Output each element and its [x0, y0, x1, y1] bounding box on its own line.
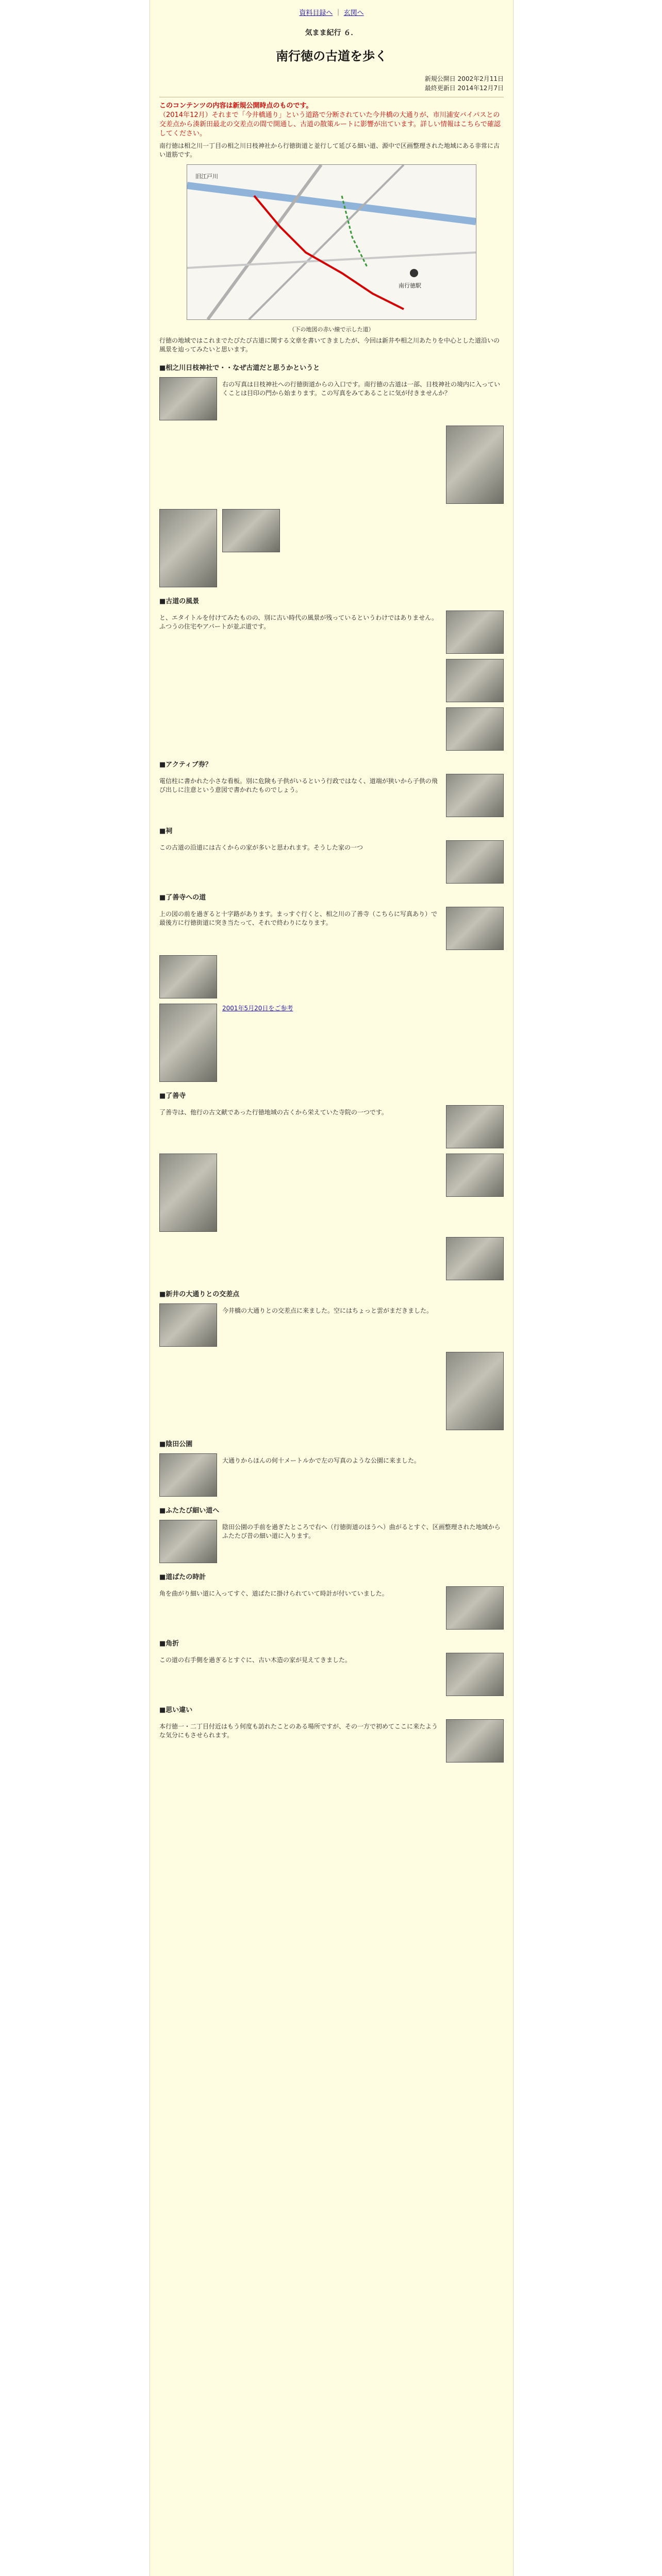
section-heading: ■祠: [159, 827, 173, 835]
section-text: 電信柱に書かれた小さな看板。別に危険も子供がいるという行政ではなく、道端が狭いから子供の飛び出しに注意という意図で書かれたものでしょう。: [159, 777, 438, 793]
photo: [446, 1719, 504, 1762]
section-row: [159, 1453, 504, 1497]
section-row: [159, 611, 504, 654]
series-label: 気まま紀行 ６．: [305, 29, 358, 37]
section-heading: ■ふたたび細い道へ: [159, 1507, 220, 1515]
section-row: [159, 1352, 504, 1430]
section-row: [159, 1004, 504, 1082]
section-text: 今井橋の大通りとの交差点に来ました。空にはちょっと雲がまだきました。: [222, 1307, 433, 1314]
section-9: [159, 1571, 504, 1630]
photo: [446, 1237, 504, 1280]
photo: [446, 907, 504, 950]
section-11: [159, 1704, 504, 1762]
section-text: 右の写真は日枝神社への行徳街道からの入口です。南行徳の古道は一部、日枝神社の境内に入っていくことは目印の門から始まります。この写真をみてあることに気が付きませんか？: [222, 381, 501, 397]
photo: [446, 1105, 504, 1148]
section-8: [159, 1505, 504, 1563]
section-0: [159, 362, 504, 587]
section-row: [159, 1653, 504, 1696]
section-text: 上の図の前を過ぎると十字路があります。まっすぐ行くと、相之川の了善寺（こちらに写真あり）で最後方に行徳街道に突き当たって、それで終わりになります。: [159, 910, 438, 926]
photo: [446, 840, 504, 884]
section-row: [159, 774, 504, 817]
section-text: 了善寺は、他行の古文献であった行徳地域の古くから栄えていた寺院の一つです。: [159, 1109, 388, 1116]
notice-body: （2014年12月）それまで「今井橋通り」という道路で分断されていた今井橋の大通りが、市川浦安バイパスとの交差点から湊新田最北の交差点の間で開通し、古道の散策ルートに影響が出ています。詳しい情報はこちらで確認してください。: [159, 111, 501, 138]
dates: [159, 74, 504, 93]
section-text: この古道の沿道には古くからの家が多いと思われます。そうした家の一つ: [159, 844, 363, 851]
created-date: 新規公開日 2002年2月11日: [424, 75, 504, 82]
route-map: [187, 164, 476, 320]
section-text: この道の右手側を過ぎるとすぐに、古い木造の家が見えてきました。: [159, 1656, 352, 1664]
section-row: [159, 840, 504, 884]
section-row: [159, 1237, 504, 1280]
section-6: [159, 1289, 504, 1430]
section-4: [159, 892, 504, 1082]
intro-paragraph-1: 南行徳は相之川一丁目の相之川日枝神社から行徳街道と並行して延びる細い道、源中で区画整理された地域にある非常に古い道筋です。: [159, 142, 500, 158]
photo: [159, 1303, 217, 1347]
photo: [159, 955, 217, 998]
section-heading: ■道ばたの時計: [159, 1573, 206, 1581]
nav-separator: ｜: [335, 9, 342, 17]
section-heading: ■了善寺: [159, 1092, 186, 1100]
section-heading: ■思い違い: [159, 1706, 193, 1714]
page-content: [150, 0, 514, 2576]
section-row: [159, 1586, 504, 1630]
section-row: [159, 1303, 504, 1347]
map-graphic: [187, 165, 476, 319]
section-row: [159, 426, 504, 504]
photo: [446, 774, 504, 817]
section-7: [159, 1438, 504, 1497]
section-row: [159, 955, 504, 998]
photo: [446, 426, 504, 504]
photo: [159, 509, 217, 587]
section-text: 本行徳一・二丁目付近はもう何度も訪れたことのある場所ですが、その一方で初めてここに来たような気分にもさせられます。: [159, 1723, 438, 1739]
section-row: [159, 509, 504, 587]
photo: [446, 659, 504, 702]
photo: [159, 377, 217, 420]
home-link[interactable]: 玄関へ: [343, 9, 364, 17]
reference-link[interactable]: 2001年5月20日をご参考: [222, 1005, 293, 1012]
back-to-index-link[interactable]: 資料目録へ: [299, 9, 333, 17]
photo: [446, 707, 504, 751]
section-heading: ■古道の風景: [159, 598, 200, 605]
section-row: [159, 907, 504, 950]
map-caption: （下の地図の赤い線で示した道）: [289, 326, 374, 333]
section-2: [159, 759, 504, 817]
section-row: [159, 659, 504, 702]
section-10: [159, 1638, 504, 1696]
photo: [159, 1520, 217, 1563]
top-nav: [150, 0, 513, 17]
photo: [159, 1453, 217, 1497]
section-heading: ■陰田公園: [159, 1440, 193, 1448]
section-row: [159, 707, 504, 751]
section-1: [159, 596, 504, 751]
section-text: 角を曲がり細い道に入ってすぐ、道ばたに掛けられていて時計が付いていました。: [159, 1590, 388, 1597]
map-label-river: 旧江戸川: [195, 173, 218, 180]
section-heading: ■アクティブ券？: [159, 761, 212, 769]
updated-date: 最終更新日 2014年12月7日: [424, 84, 504, 92]
section-row: [159, 1719, 504, 1762]
notice-headline: このコンテンツの内容は新規公開時点のものです。: [159, 102, 313, 110]
photo: [446, 611, 504, 654]
section-heading: ■角折: [159, 1640, 179, 1648]
photo: [159, 1004, 217, 1082]
photo: [446, 1586, 504, 1630]
photo: [446, 1154, 504, 1197]
section-text: 大通りからほんの何十メートルかで左の写真のような公園に来ました。: [222, 1457, 421, 1464]
map-label-station: 南行徳駅: [399, 282, 421, 289]
section-5: [159, 1090, 504, 1280]
section-text: と、エタイトルを付けてみたものの、別に古い時代の風景が残っているというわけではありません。ふつうの住宅やアパートが並ぶ道です。: [159, 614, 438, 630]
section-heading: ■了善寺への道: [159, 894, 206, 902]
section-row: [159, 1520, 504, 1563]
photo: [222, 509, 280, 552]
section-row: [159, 377, 504, 420]
section-heading: ■新井の大通りとの交差点: [159, 1291, 240, 1298]
section-text: 陰田公園の手前を過ぎたところで右へ（行徳街道のほうへ）曲がるとすぐ、区画整理された地域からふたたび昔の細い道に入ります。: [222, 1523, 501, 1539]
page-title: 南行徳の古道を歩く: [276, 49, 387, 63]
section-row: [159, 1154, 504, 1232]
section-3: [159, 825, 504, 884]
photo: [446, 1653, 504, 1696]
notice: [159, 101, 504, 139]
section-heading: ■相之川日枝神社で・・なぜ古道だと思うかというと: [159, 364, 320, 372]
section-row: [159, 1105, 504, 1148]
intro-paragraph-2: 行徳の地域ではこれまでたびたび古道に関する文章を書いてきましたが、今回は新井や相之川あたりを中心とした道沿いの風景を辿ってみたいと思います。: [159, 337, 500, 353]
photo: [446, 1352, 504, 1430]
photo: [159, 1154, 217, 1232]
